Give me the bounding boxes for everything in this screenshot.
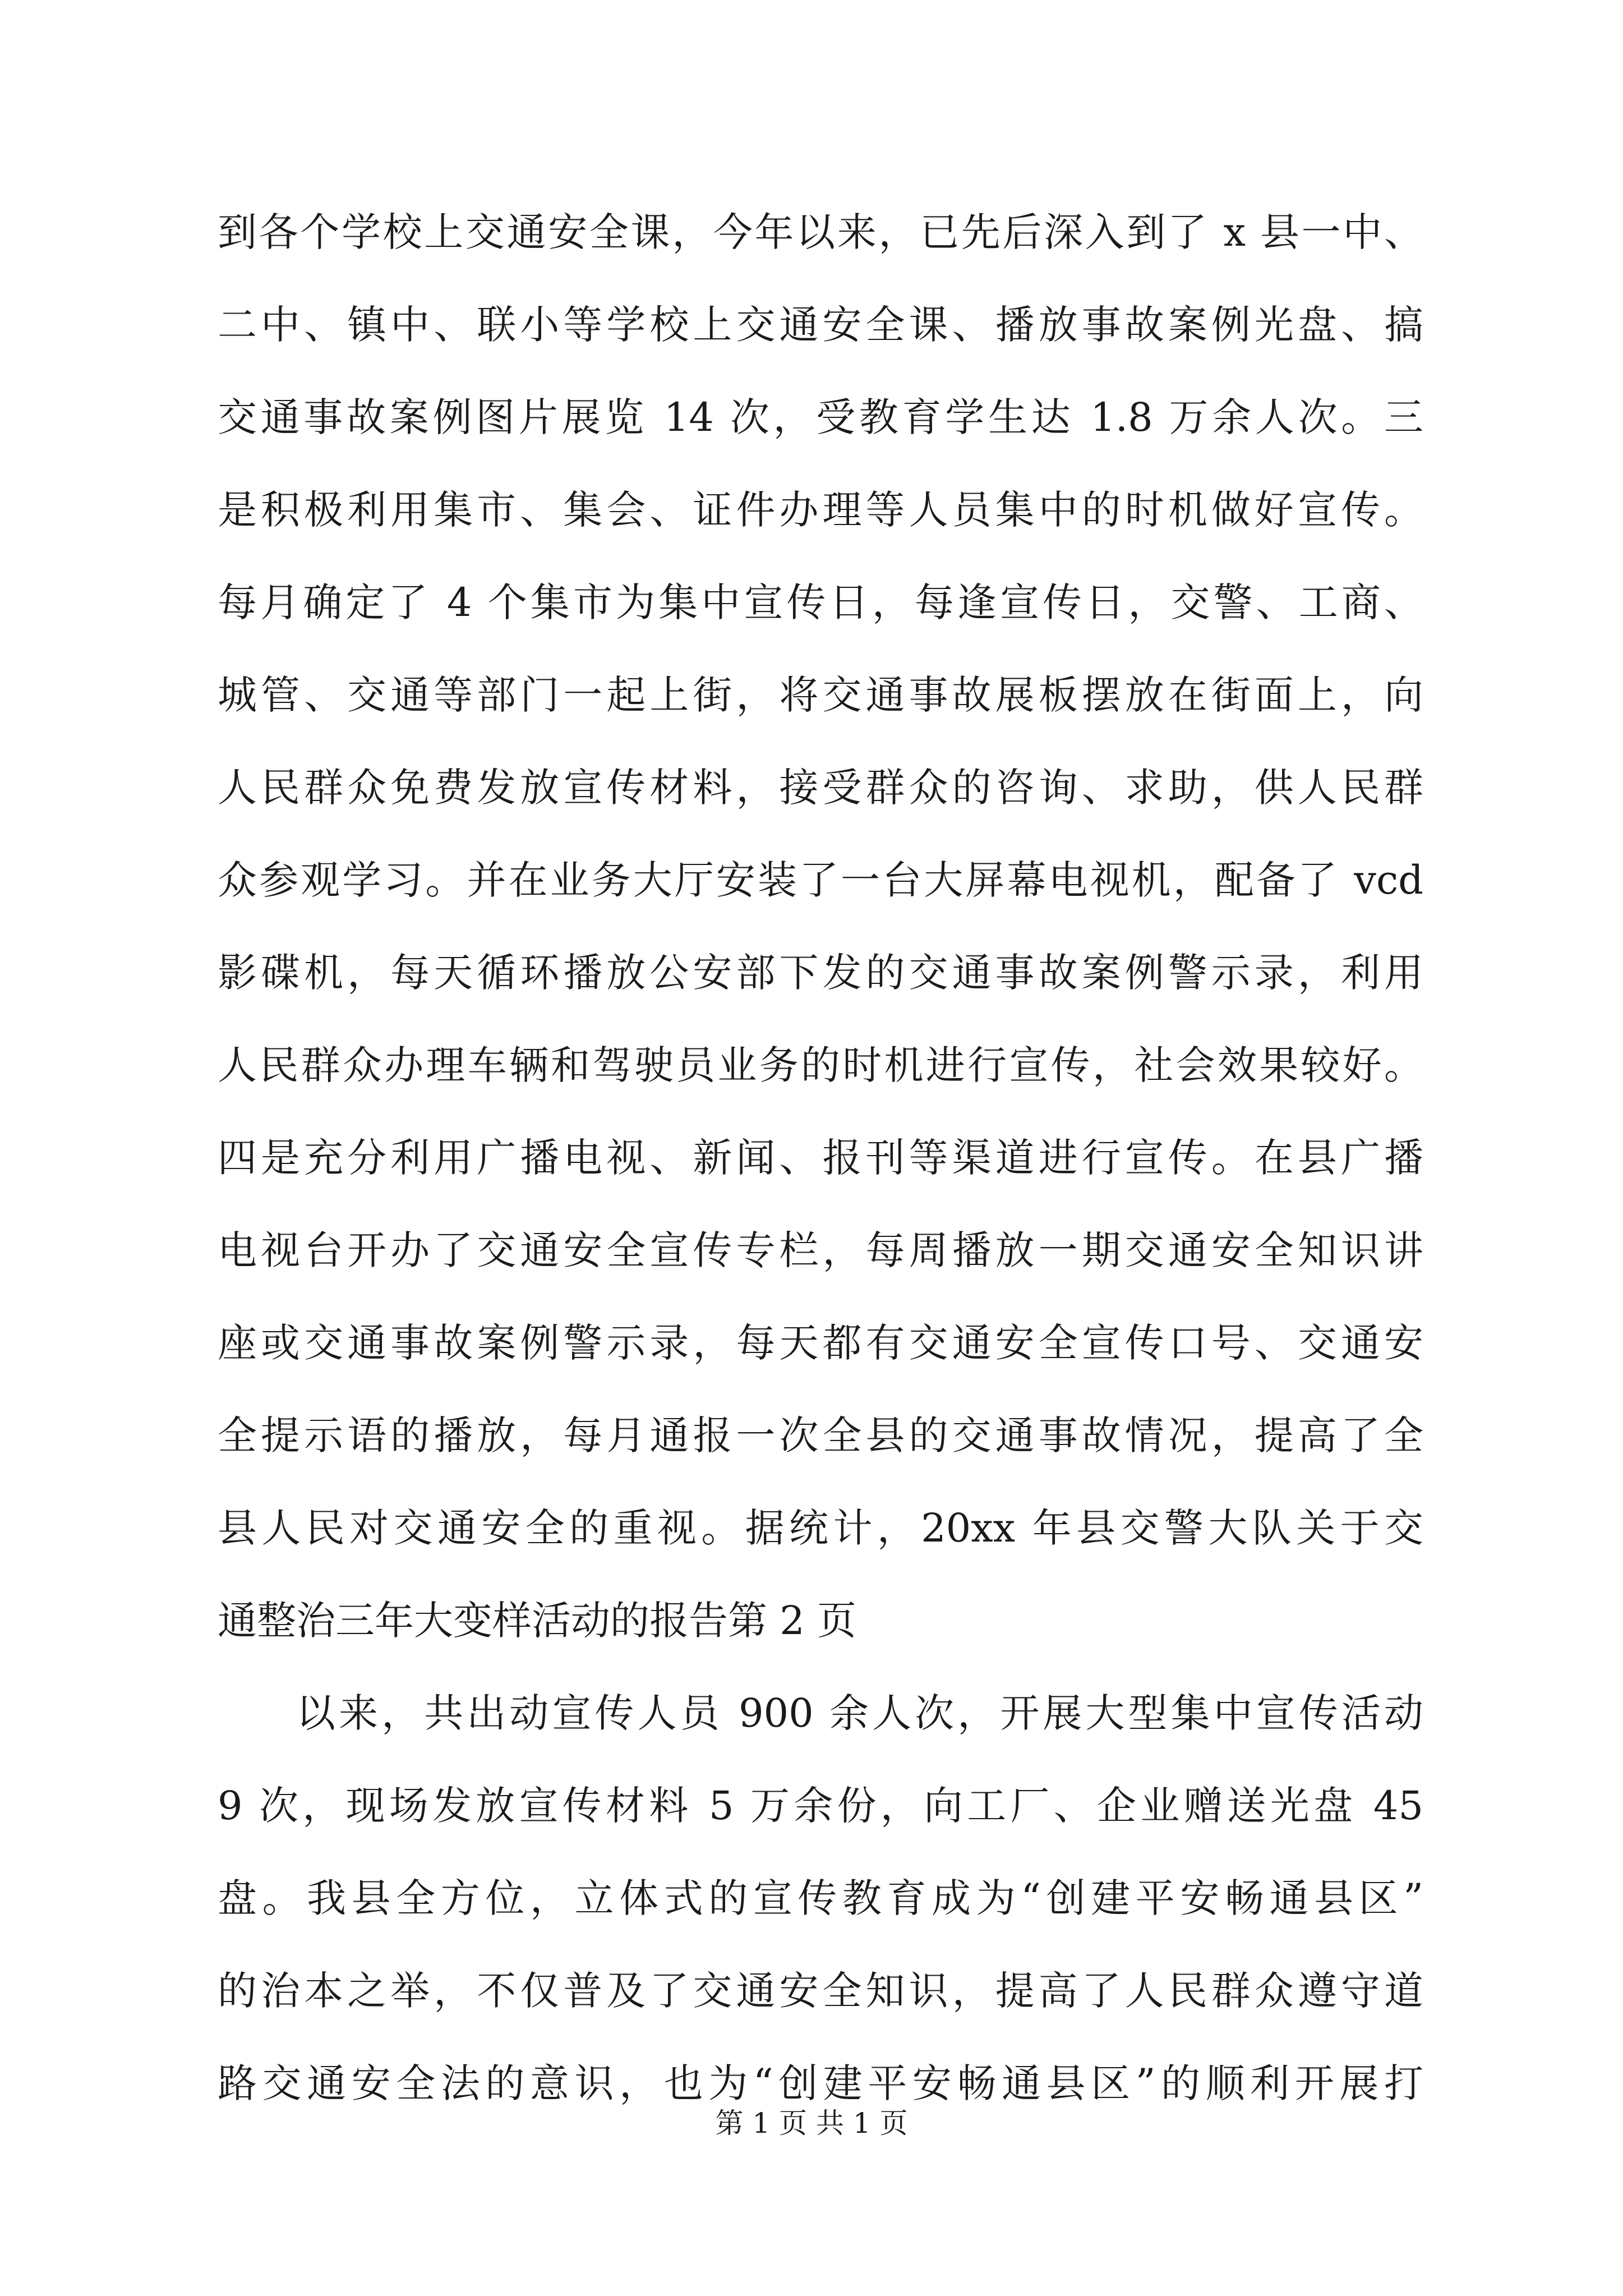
body-line-3: 交通事故案例图片展览 14 次，受教育学生达 1.8 万余人次。三: [218, 394, 1423, 440]
body-line-14: 全提示语的播放，每月通报一次全县的交通事故情况，提高了全: [218, 1412, 1423, 1458]
body-line-21: 路交通安全法的意识，也为“创建平安畅通县区”的顺利开展打: [218, 2060, 1423, 2106]
body-line-10: 人民群众办理车辆和驾驶员业务的时机进行宣传，社会效果较好。: [218, 1042, 1423, 1088]
body-line-18: 9 次，现场发放宣传材料 5 万余份，向工厂、企业赠送光盘 45: [218, 1783, 1423, 1829]
body-line-2: 二中、镇中、联小等学校上交通安全课、播放事故案例光盘、搞: [218, 302, 1423, 348]
document-body: [218, 186, 1423, 2130]
body-line-16: 通整治三年大变样活动的报告第 2 页: [218, 1598, 857, 1644]
body-line-15: 县人民对交通安全的重视。据统计，20xx 年县交警大队关于交: [218, 1505, 1423, 1551]
body-line-7: 人民群众免费发放宣传材料，接受群众的咨询、求助，供人民群: [218, 765, 1423, 811]
body-line-20: 的治本之举，不仅普及了交通安全知识，提高了人民群众遵守道: [218, 1968, 1423, 2014]
body-line-1: 到各个学校上交通安全课，今年以来，已先后深入到了 x 县一中、: [218, 209, 1423, 255]
body-line-6: 城管、交通等部门一起上街，将交通事故展板摆放在街面上，向: [218, 672, 1423, 718]
body-line-4: 是积极利用集市、集会、证件办理等人员集中的时机做好宣传。: [218, 487, 1423, 533]
body-line-17: 以来，共出动宣传人员 900 余人次，开展大型集中宣传活动: [296, 1690, 1423, 1736]
body-line-12: 电视台开办了交通安全宣传专栏，每周播放一期交通安全知识讲: [218, 1227, 1423, 1273]
body-line-9: 影碟机，每天循环播放公安部下发的交通事故案例警示录，利用: [218, 950, 1423, 996]
body-line-13: 座或交通事故案例警示录，每天都有交通安全宣传口号、交通安: [218, 1320, 1423, 1366]
body-line-19: 盘。我县全方位，立体式的宣传教育成为“创建平安畅通县区”: [218, 1875, 1423, 1921]
page-footer: 第 1 页 共 1 页: [715, 2107, 908, 2139]
body-line-5: 每月确定了 4 个集市为集中宣传日，每逢宣传日，交警、工商、: [218, 579, 1423, 625]
body-line-11: 四是充分利用广播电视、新闻、报刊等渠道进行宣传。在县广播: [218, 1135, 1423, 1181]
body-line-8: 众参观学习。并在业务大厅安装了一台大屏幕电视机，配备了 vcd: [218, 857, 1423, 903]
